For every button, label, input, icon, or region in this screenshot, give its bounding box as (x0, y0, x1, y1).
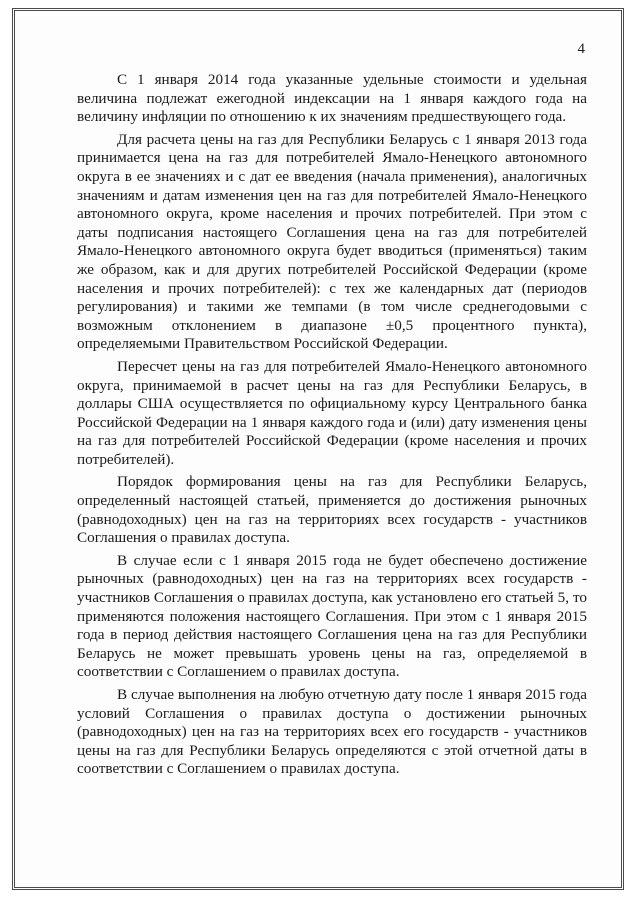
paragraph-5: В случае если с 1 января 2015 года не будет обеспечено достижение рыночных (равнодоходных) цен на газ на территориях всех государств - участников Соглашения о правилах доступа, как установлено его статьей 5, то применяются положения настоящего Соглашения. При этом с 1 января 2015 года в период действия настоящего Соглашения цена на газ для Республики Беларусь не может превышать уровень цены на газ, определяемой в соответствии с Соглашением о правилах доступа. (77, 551, 587, 681)
paragraph-3: Пересчет цены на газ для потребителей Ямало-Ненецкого автономного округа, принимаемой в расчет цены на газ для Республики Беларусь, в доллары США осуществляется по официальному курсу Центрального банка Российской Федерации на 1 января каждого года и (или) дату изменения цены на газ для потребителей Российской Федерации (кроме населения и прочих потребителей). (77, 357, 587, 468)
paragraph-1: С 1 января 2014 года указанные удельные стоимости и удельная величина подлежат ежегодной индексации на 1 января каждого года на величину инфляции по отношению к их значениям предшествующего года. (77, 71, 587, 126)
paragraph-6: В случае выполнения на любую отчетную дату после 1 января 2015 года условий Соглашения о правилах доступа о достижении рыночных (равнодоходных) цен на газ на территориях всех его государств - участников цены на газ для Республики Беларусь определяются с этой отчетной даты в соответствии с Соглашением о правилах доступа. (77, 686, 587, 778)
document-page (12, 8, 624, 890)
document-body (77, 71, 587, 783)
paragraph-4: Порядок формирования цены на газ для Республики Беларусь, определенный настоящей статьей, применяется до достижения рыночных (равнодоходных) цен на газ на территориях всех государств - участников Соглашения о правилах доступа. (77, 473, 587, 547)
paragraph-2: Для расчета цены на газ для Республики Беларусь с 1 января 2013 года принимается цена на газ для потребителей Ямало-Ненецкого автономного округа в ее значениях и с дат ее введения (начала применения), аналогичных значениям и датам изменения цен на газ для потребителей Ямало-Ненецкого автономного округа, кроме населения и прочих потребителей. При этом с даты подписания настоящего Соглашения цена на газ для потребителей Ямало-Ненецкого автономного округа будет вводиться (применяться) таким же образом, как и для других потребителей Российской Федерации (кроме населения и прочих потребителей): с тех же календарных дат (периодов регулирования) и такими же темпами (в том числе среднегодовыми с возможным отклонением в диапазоне ±0,5 процентного пункта), определяемыми Правительством Российской Федерации. (77, 130, 587, 353)
page-number: 4 (577, 41, 585, 57)
